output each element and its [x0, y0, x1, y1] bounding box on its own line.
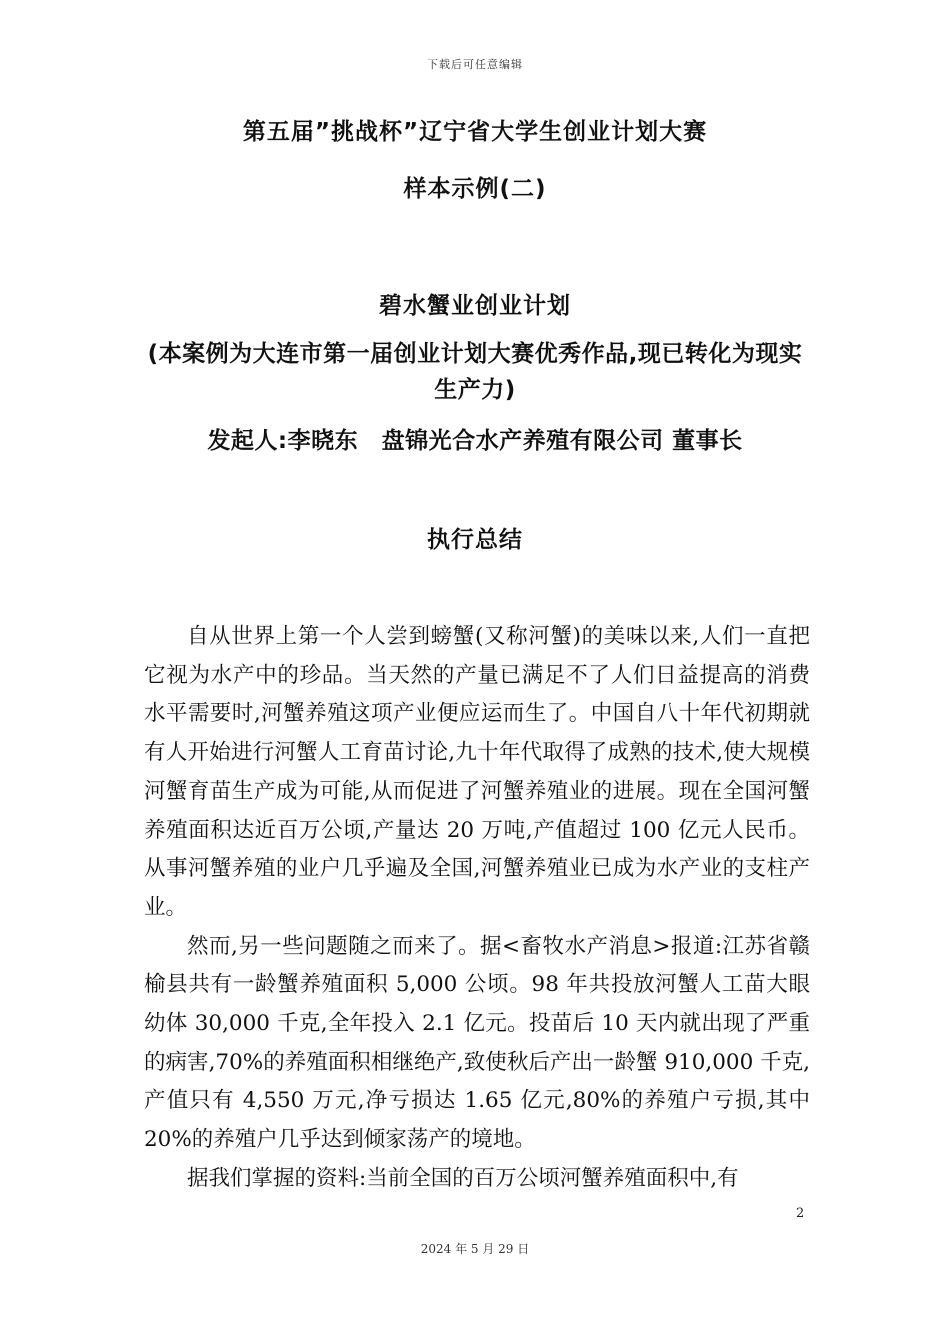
- body-text: [144, 618, 810, 1199]
- body-paragraph: 然而,另一些问题随之而来了。据<畜牧水产消息>报道:江苏省赣榆县共有一龄蟹养殖面积 5,000 公顷。98 年共投放河蟹人工苗大眼幼体 30,000 千克,全年投入 2.1 亿元。投苗后 10 天内就出现了严重的病害,70%的养殖面积相继绝产,致使秋后产出一龄蟹 910,000 千克,产值只有 4,550 万元,净亏损达 1.65 亿元,80%的养殖户亏损,其中 20%的养殖户几乎达到倾家荡产的境地。: [144, 933, 810, 1153]
- plan-initiator: 发起人:李晓东 盘锦光合水产养殖有限公司 董事长: [207, 428, 743, 454]
- section-title: 执行总结: [427, 527, 523, 553]
- plan-title: 碧水蟹业创业计划: [379, 293, 571, 319]
- footer-date: 2024 年 5 月 29 日: [420, 1242, 530, 1256]
- header-note: 下载后可任意编辑: [427, 58, 523, 71]
- body-paragraph: 据我们掌握的资料:当前全国的百万公顷河蟹养殖面积中,有: [187, 1165, 739, 1191]
- body-paragraph: 自从世界上第一个人尝到螃蟹(又称河蟹)的美味以来,人们一直把它视为水产中的珍品。当天然的产量已满足不了人们日益提高的消费水平需要时,河蟹养殖这项产业便应运而生了。中国自八十年代初期就有人开始进行河蟹人工育苗讨论,九十年代取得了成熟的技术,使大规模河蟹育苗生产成为可能,从而促进了河蟹养殖业的进展。现在全国河蟹养殖面积达近百万公顷,产量达 20 万吨,产值超过 100 亿元人民币。从事河蟹养殖的业户几乎遍及全国,河蟹养殖业已成为水产业的支柱产业。: [144, 624, 810, 920]
- page-number: 2: [796, 1206, 805, 1221]
- plan-note: (本案例为大连市第一届创业计划大赛优秀作品,现已转化为现实生产力): [147, 341, 803, 403]
- sample-subtitle: 样本示例(二): [403, 176, 547, 202]
- competition-title: 第五届”挑战杯”辽宁省大学生创业计划大赛: [242, 119, 708, 145]
